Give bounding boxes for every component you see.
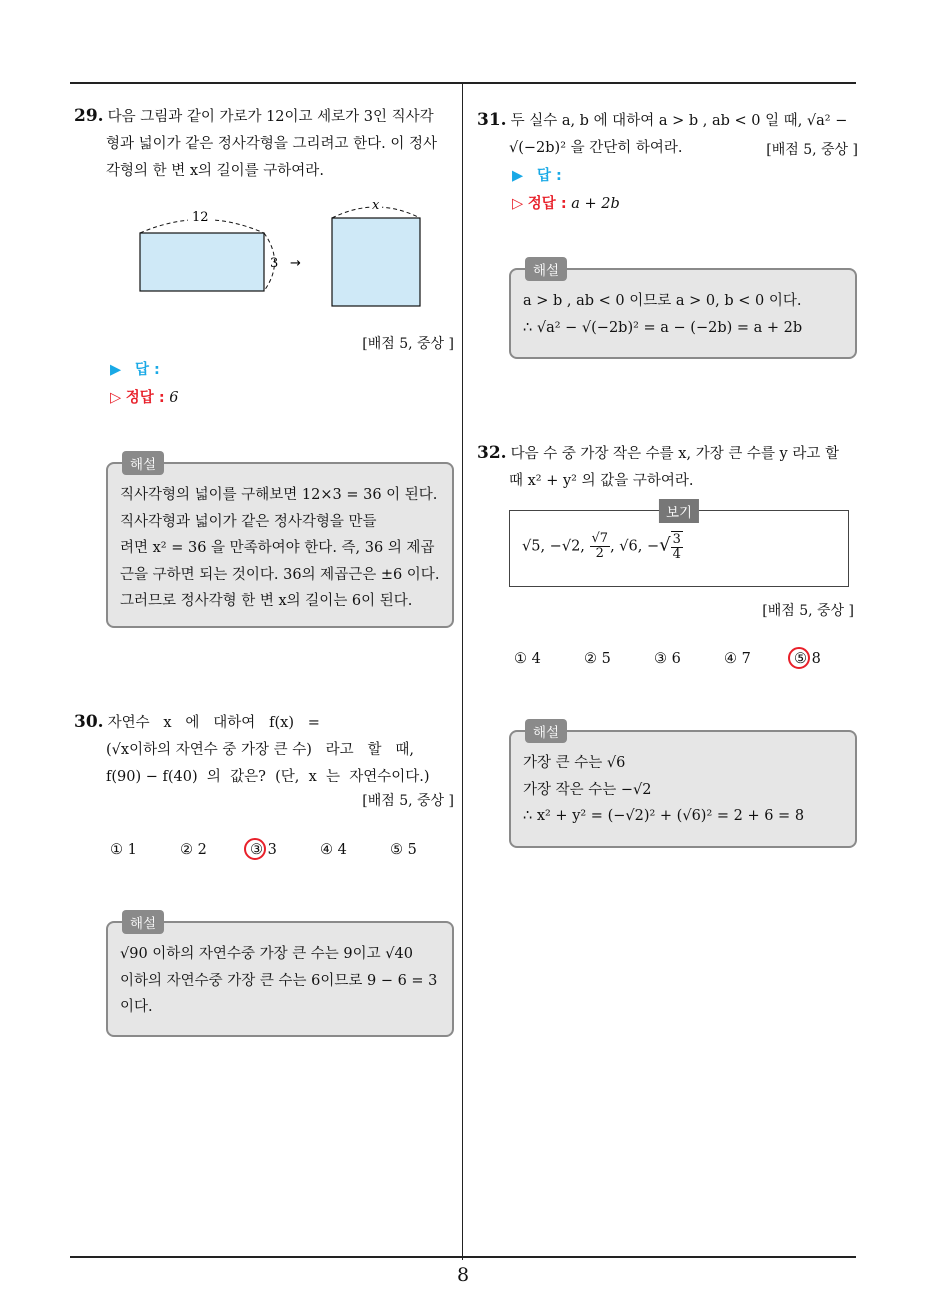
explanation-line: ∴ √a² − √(−2b)² = a − (−2b) = a + 2b bbox=[523, 319, 803, 336]
play-icon: ▶ bbox=[110, 362, 122, 378]
bogi-part: , √6, − bbox=[610, 538, 660, 555]
explanation-line: 직사각형의 넓이를 구해보면 12×3 = 36 이 된다. bbox=[120, 487, 438, 503]
page-number: 8 bbox=[456, 1264, 470, 1286]
explanation-line: 그러므로 정사각형 한 변 x의 길이는 6이 된다. bbox=[120, 593, 413, 609]
choice-3[interactable]: ③ 6 bbox=[654, 651, 681, 667]
question-text-line: 때 x² + y² 의 값을 구하여라. bbox=[509, 473, 694, 489]
q32-choices bbox=[514, 651, 864, 667]
question-text-line: 각형의 한 변 x의 길이를 구하여라. bbox=[106, 163, 324, 179]
radical-sign: √ bbox=[659, 534, 671, 556]
question-32 bbox=[477, 440, 859, 495]
question-text-line: 두 실수 a, b 에 대하여 a > b , ab < 0 일 때, √a² − bbox=[510, 113, 848, 129]
explanation-line: 직사각형과 넓이가 같은 정사각형을 만들 bbox=[120, 513, 377, 530]
explanation-line: 가장 작은 수는 −√2 bbox=[523, 781, 652, 798]
selected-circle bbox=[788, 647, 810, 669]
q32-meta: [배점 5, 중상 ] bbox=[762, 603, 854, 619]
choice-2[interactable]: ② 5 bbox=[584, 651, 611, 667]
explanation-line: 이다. bbox=[120, 999, 153, 1015]
column-divider bbox=[462, 84, 463, 1260]
q31-meta: [배점 5, 중상 ] bbox=[766, 142, 858, 158]
question-29 bbox=[74, 103, 454, 185]
width-label: 12 bbox=[192, 210, 209, 225]
rectangle-shape bbox=[140, 233, 264, 291]
question-number: 31. bbox=[477, 110, 507, 130]
q30-choices bbox=[110, 842, 460, 858]
choice-4[interactable]: ④ 7 bbox=[724, 651, 751, 667]
explanation-line: √90 이하의 자연수중 가장 큰 수는 9이고 √40 bbox=[120, 946, 413, 962]
question-number: 32. bbox=[477, 443, 507, 463]
correct-value: 6 bbox=[169, 390, 179, 406]
choice-2[interactable]: ② 2 bbox=[180, 842, 207, 858]
top-rule bbox=[70, 82, 856, 84]
choice-5[interactable]: ⑤ 5 bbox=[390, 842, 417, 858]
answer-label: 답 : bbox=[134, 362, 160, 378]
correct-value: a + 2b bbox=[571, 196, 620, 212]
choice-4[interactable]: ④ 4 bbox=[320, 842, 347, 858]
choice-1[interactable]: ① 1 bbox=[110, 842, 137, 858]
question-text-line: √(−2b)² 을 간단히 하여라. bbox=[509, 140, 683, 156]
play-icon: ▶ bbox=[512, 168, 524, 184]
explanation-tag: 해설 bbox=[525, 719, 567, 743]
choice-3[interactable]: ③ 3 bbox=[250, 842, 320, 858]
choice-1[interactable]: ① 4 bbox=[514, 651, 541, 667]
q29-answer bbox=[110, 356, 178, 412]
q30-explanation bbox=[106, 916, 454, 1037]
question-text-line: f(90) − f(40) 의 값은? (단, x 는 자연수이다.) bbox=[106, 769, 430, 785]
arrow: → bbox=[290, 256, 301, 271]
explanation-line: ∴ x² + y² = (−√2)² + (√6)² = 2 + 6 = 8 bbox=[523, 808, 805, 824]
explanation-tag: 해설 bbox=[122, 910, 164, 934]
question-text-line: 다음 그림과 같이 가로가 12이고 세로가 3인 직사각 bbox=[107, 109, 434, 125]
q31-answer bbox=[512, 162, 620, 218]
question-text-line: 다음 수 중 가장 작은 수를 x, 가장 큰 수를 y 라고 할 bbox=[510, 446, 839, 462]
bogi-part: √5, −√2, bbox=[522, 538, 590, 555]
explanation-tag: 해설 bbox=[122, 451, 164, 475]
q30-meta: [배점 5, 중상 ] bbox=[362, 793, 454, 809]
bogi-tag: 보기 bbox=[659, 499, 699, 523]
question-number: 30. bbox=[74, 712, 104, 732]
question-text-line: 자연수 x 에 대하여 f(x) = bbox=[107, 715, 320, 731]
explanation-line: 가장 큰 수는 √6 bbox=[523, 755, 626, 771]
q32-bogi-box bbox=[509, 505, 849, 587]
question-30 bbox=[74, 709, 456, 791]
q29-explanation bbox=[106, 457, 454, 628]
triangle-outline-icon: ▷ bbox=[512, 196, 524, 212]
explanation-line: 려면 x² = 36 을 만족하여야 한다. 즉, 36 의 제곱 bbox=[120, 540, 435, 556]
square-shape bbox=[332, 218, 420, 306]
selected-circle bbox=[244, 838, 266, 860]
question-text-line: (√x이하의 자연수 중 가장 큰 수) 라고 할 때, bbox=[106, 742, 414, 758]
question-number: 29. bbox=[74, 106, 104, 126]
explanation-line: 이하의 자연수중 가장 큰 수는 6이므로 9 − 6 = 3 bbox=[120, 972, 438, 989]
explanation-line: a > b , ab < 0 이므로 a > 0, b < 0 이다. bbox=[523, 293, 802, 309]
q32-explanation bbox=[509, 725, 857, 848]
answer-label: 답 : bbox=[536, 168, 562, 184]
q31-explanation bbox=[509, 263, 857, 359]
bottom-rule bbox=[70, 1256, 856, 1258]
explanation-tag: 해설 bbox=[525, 257, 567, 281]
choice-5[interactable]: ⑤ 8 bbox=[794, 651, 864, 667]
q29-figure bbox=[130, 196, 430, 312]
fraction: $\frac{√7}{2}$ bbox=[591, 531, 609, 561]
height-label: 3 bbox=[270, 256, 279, 271]
correct-label: 정답 : bbox=[527, 196, 567, 212]
triangle-outline-icon: ▷ bbox=[110, 390, 122, 406]
side-label: x bbox=[372, 198, 380, 213]
explanation-line: 근을 구하면 되는 것이다. 36의 제곱근은 ±6 이다. bbox=[120, 566, 440, 583]
correct-label: 정답 : bbox=[125, 390, 165, 406]
q29-meta: [배점 5, 중상 ] bbox=[362, 336, 454, 352]
fraction: $\frac{3}{4}$ bbox=[672, 532, 681, 562]
question-text-line: 형과 넓이가 같은 정사각형을 그리려고 한다. 이 정사 bbox=[106, 136, 438, 152]
